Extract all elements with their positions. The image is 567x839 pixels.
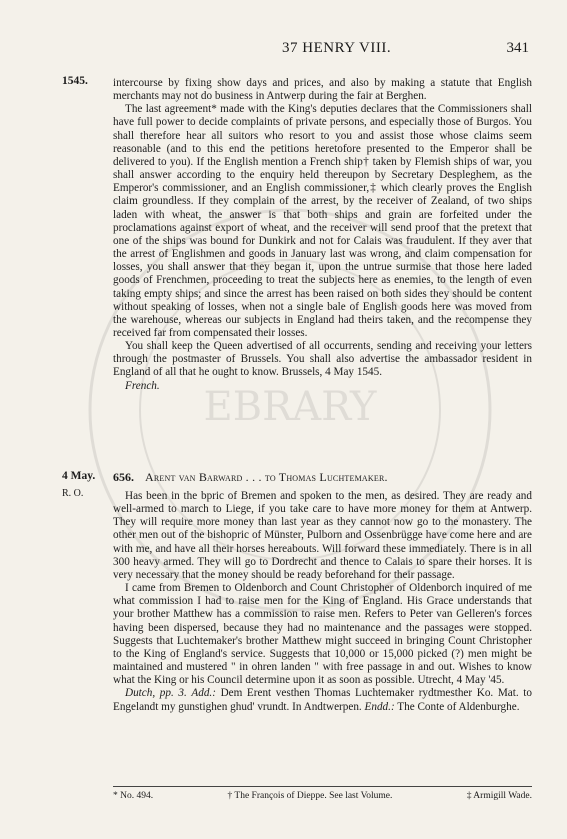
upper-text-block	[113, 77, 532, 393]
add-label: Add.:	[191, 687, 216, 700]
footnote-divider	[113, 786, 532, 787]
footnote-2: † The François of Dieppe. See last Volume.	[227, 791, 393, 801]
margin-source: R. O.	[62, 488, 84, 499]
add-text: Dem Erent vesthen Thomas Luchtemaker rydtmesther Ko. Mat. to Engelandt my gunstighen ghud' vrundt. In Andtwerpen.	[113, 687, 532, 713]
paragraph-oldenborch: I came from Bremen to Oldenborch and Count Christopher of Oldenborch inquired of me what commission I had to raise men for the King of England. His Grace understands that your brother Matthew has a commission to raise men. Refers to Peter van Gelleren's forces having been dispersed, because they had no maintenance and the passages were stopped. Suggests that Luchtemaker's brother Matthew might succeed in bringing Count Christopher to the King of England's service. Suggests that 10,000 or 15,000 picked (?) men might be maintained and mustered " in ohren landen " with free passage in and out. Wishes to know what the King or his Council determine upon it as soon as possible. Utrecht, 4 May '45.	[113, 582, 532, 687]
paragraph-bremen: Has been in the bpric of Bremen and spoken to the men, as desired. They are ready and well-armed to march to Liege, if you take care to have more money for them at Antwerp. They will require more money than last year as they cannot now go to the monastery. The other men out of the bishopric of Münster, Pulborn and Ossenbrügge have come here and are with me, and have all their horses hereabouts. Will forward these immediately. There is in all 300 heavy armed. They will go to Dordrecht and thence to Calais to spare their horses. It is very necessary that the money should be ready beforehand for their passage.	[113, 490, 532, 581]
lower-text-block	[113, 490, 532, 714]
running-header	[0, 40, 567, 64]
paragraph-continuation: intercourse by fixing show days and prices, and also by making a statute that English merchants may not do business in Antwerp during the fair at Berghen.	[113, 77, 532, 103]
margin-year: 1545.	[62, 75, 88, 87]
watermark-text: EBRARY	[203, 384, 377, 430]
entry-title: Arent van Barward . . . to Thomas Luchtemaker.	[145, 470, 388, 484]
page-number: 341	[506, 40, 529, 56]
dutch-note: Dutch, pp. 3.	[125, 687, 187, 700]
footnotes	[113, 791, 532, 801]
paragraph-address	[113, 687, 532, 713]
paragraph-agreement: The last agreement* made with the King's deputies declares that the Commissioners shall have full power to decide complaints of private persons, and especially those of Burgos. You shall therefore hear all suitors who resort to you and assist those whose claims seem reasonable (and to this end the petitions heretofore presented to the Emperor shall be delivered to you). If the English mention a French ship† taken by Flemish ships of war, you shall answer according to the enquiry held thereupon by Secretary Despleghem, as the Emperor's commissioner, and an English commissioner,‡ which clearly proves the English claim groundless. If they complain of the arrest, by the receiver of Zealand, of two ships laden with wheat, the answer is that both ships and grain are forfeited under the proclamations against export of wheat, and the receiver will send proof that the pretext that one of the ships was bound for Dunkirk and not for Calais was fraudulent. If they aver that the arrest of Englishmen and goods in January last was wrong, and claim compensation for losses, you shall answer that they began it, upon the untrue surmise that those here laded goods of Frenchmen, proceeding to treat the subjects here as enemies, to the length of even taking empty ships; and since the arrest has been raised on both sides they should be content without speaking of losses, when not a single bale of English goods here was moved from the warehouse, whereas our subjects in England had theirs taken, and the recompense they received far from compensated their losses.	[113, 103, 532, 339]
paragraph-advertise: You shall keep the Queen advertised of all occurrents, sending and receiving your letters through the postmaster of Brussels. You shall also advertise the ambassador resident in England of all that he ought to know. Brussels, 4 May 1545.	[113, 340, 532, 379]
endd-text: The Conte of Aldenburghe.	[397, 700, 520, 713]
entry-number: 656.	[113, 470, 134, 484]
entry-heading	[113, 470, 532, 485]
footnote-3: ‡ Armigill Wade.	[466, 791, 532, 801]
page-title: 37 HENRY VIII.	[282, 40, 392, 56]
margin-date: 4 May.	[62, 470, 96, 482]
endd-label: Endd.:	[364, 700, 395, 713]
language-note: French.	[125, 379, 160, 392]
footnote-1: * No. 494.	[113, 791, 154, 801]
